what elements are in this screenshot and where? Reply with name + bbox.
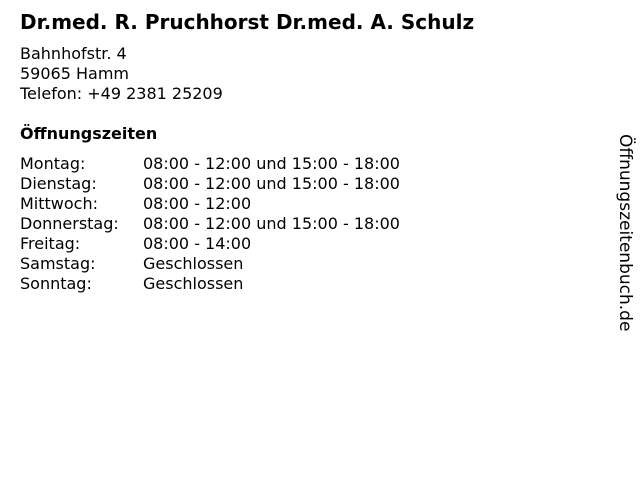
hours-day-label: Freitag: <box>20 234 81 253</box>
hours-time-value: 08:00 - 12:00 und 15:00 - 18:00 <box>143 174 400 193</box>
hours-row-thursday <box>20 214 400 234</box>
hours-day-label: Montag: <box>20 154 86 173</box>
address-block <box>20 44 223 104</box>
hours-row-friday <box>20 234 400 254</box>
hours-row-saturday <box>20 254 400 274</box>
address-street: Bahnhofstr. 4 <box>20 44 127 63</box>
hours-time-value: 08:00 - 12:00 <box>143 194 252 213</box>
hours-row-wednesday <box>20 194 400 214</box>
opening-hours-table <box>20 154 400 294</box>
site-watermark-label: Öffnungszeitenbuch.de <box>615 134 635 332</box>
hours-day-label: Mittwoch: <box>20 194 98 213</box>
hours-time-value: 08:00 - 12:00 und 15:00 - 18:00 <box>143 214 400 233</box>
hours-row-sunday <box>20 274 400 294</box>
hours-row-monday <box>20 154 400 174</box>
address-phone: Telefon: +49 2381 25209 <box>20 84 223 103</box>
hours-day-label: Sonntag: <box>20 274 92 293</box>
hours-day-label: Dienstag: <box>20 174 97 193</box>
hours-row-tuesday <box>20 174 400 194</box>
hours-time-value: 08:00 - 14:00 <box>143 234 252 253</box>
practice-title: Dr.med. R. Pruchhorst Dr.med. A. Schulz <box>20 10 475 34</box>
hours-time-value: 08:00 - 12:00 und 15:00 - 18:00 <box>143 154 400 173</box>
opening-hours-heading: Öffnungszeiten <box>20 124 158 143</box>
hours-day-label: Samstag: <box>20 254 96 273</box>
address-city: 59065 Hamm <box>20 64 129 83</box>
hours-time-value: Geschlossen <box>143 254 244 273</box>
hours-day-label: Donnerstag: <box>20 214 119 233</box>
hours-time-value: Geschlossen <box>143 274 244 293</box>
